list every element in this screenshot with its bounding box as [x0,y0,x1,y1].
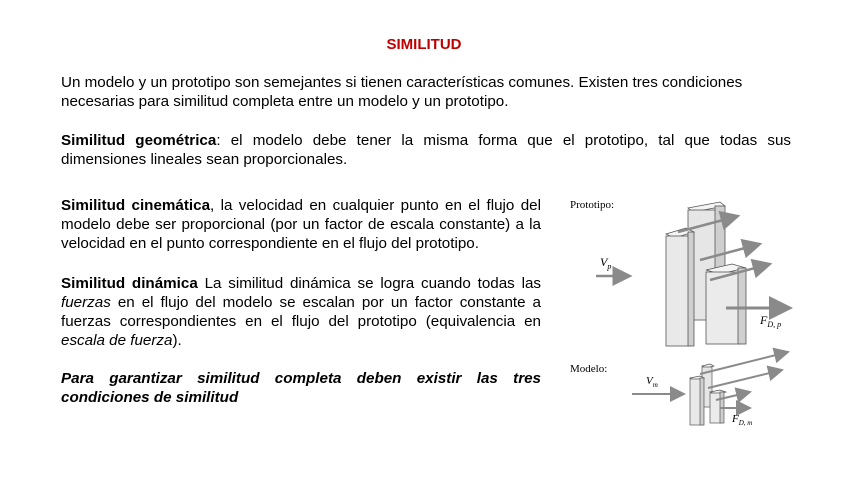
kinematic-term: Similitud cinemática [61,197,211,214]
forces-word: fuerzas [61,294,111,311]
model-flow-arrow-1 [700,352,788,374]
kinematic-similarity-paragraph [61,196,541,253]
prototype-label: Prototipo: [570,199,615,211]
fdm-label: $F_{D, m}$ [732,413,753,427]
similarity-figure [560,192,800,432]
conclusion-paragraph: Para garantizar similitud completa deben existir las tres condiciones de similitud [61,370,541,406]
geometric-text: : el modelo debe tener la misma forma que el prototipo, tal que todas sus dimensiones lineales sean proporcionales. [61,132,791,168]
intro-line-2: necesarias para similitud completa entre un modelo y un prototipo. [61,93,509,110]
dynamic-text-1: La similitud dinámica se logra cuando todas las [197,275,541,292]
model-label: Modelo: [570,363,608,375]
dynamic-text-2: en el flujo del modelo se escalan por un factor constante a fuerzas correspondientes en el flujo del prototipo (equivalencia en [61,294,541,330]
vm-label: $V_m$ [646,375,658,389]
dynamic-similarity-paragraph [61,274,541,350]
fdp-label: $F_{D, p}$ [760,313,782,329]
intro-paragraph [61,73,791,111]
intro-line-1: Un modelo y un prototipo son semejantes si tienen características comunes. Existen tres condiciones [61,74,743,91]
dynamic-term: Similitud dinámica [61,275,198,292]
geometric-term: Similitud geométrica [61,132,217,149]
model-buildings [690,364,726,425]
page-title: SIMILITUD [386,36,462,53]
dynamic-text-3: ). [172,332,182,349]
force-scale-word: escala de fuerza [61,332,173,349]
kinematic-text: , la velocidad en cualquier punto en el flujo del modelo debe ser proporcional (por un factor de escala constante) a la velocidad en el punto correspondiente en el flujo del prototipo. [61,197,541,252]
model-flow-arrow-2 [708,370,782,388]
vp-label: $V_p$ [600,255,612,271]
geometric-similarity-paragraph [61,131,791,169]
